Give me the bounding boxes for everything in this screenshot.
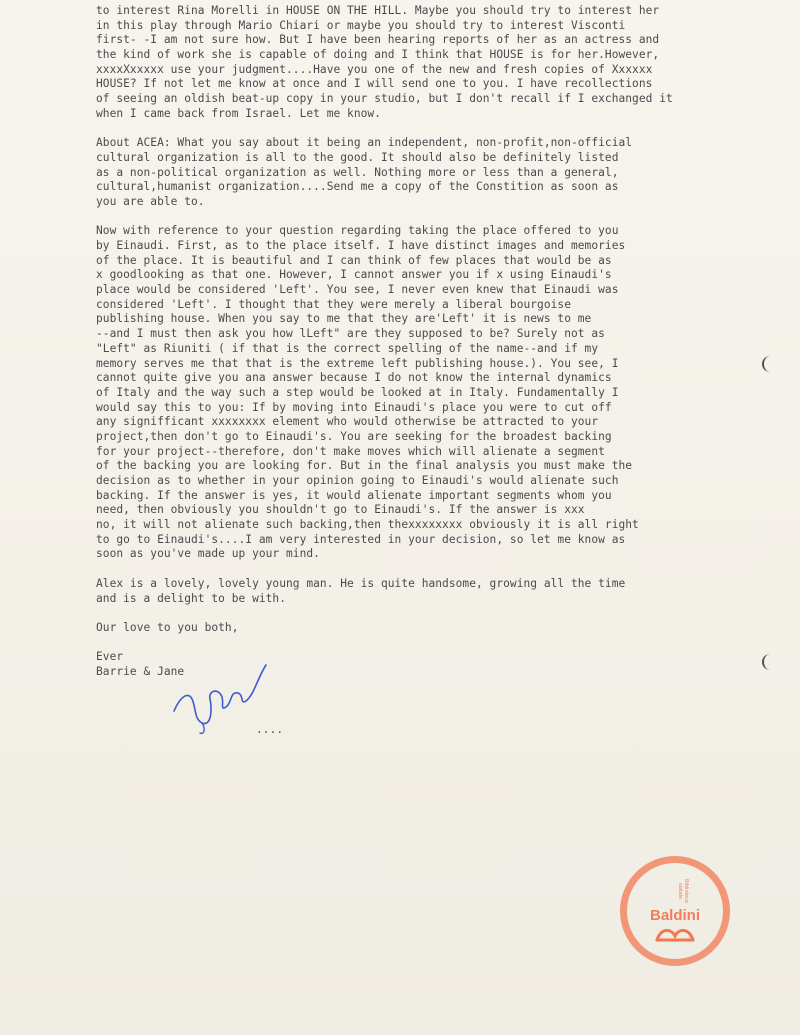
text-line: cultural,humanist organization....Send me a copy of the Constition as soon as: [96, 180, 619, 194]
letter-paragraph: [96, 621, 776, 636]
text-line: no, it will not alienate such backing,then thexxxxxxxx obviously it is all right: [96, 518, 639, 532]
letter-paragraph: [96, 4, 776, 122]
letter-paragraph: [96, 136, 776, 209]
text-line: project,then don't go to Einaudi's. You are seeking for the broadest backing: [96, 429, 612, 443]
text-line: of seeing an oldish beat-up copy in your studio, but I don't recall if I exchanged it: [96, 92, 673, 106]
text-line: for your project--therefore, don't make moves which will alienate a segment: [96, 444, 605, 458]
text-line: --and I must then ask you how lLeft" are they supposed to be? Surely not as: [96, 327, 605, 341]
text-line: memory serves me that that is the extreme left publishing house.). You see, I: [96, 356, 619, 370]
text-line: decision as to whether in your opinion going to Einaudi's would alienate such: [96, 474, 619, 487]
stamp-name: Baldini: [649, 907, 700, 924]
stamp-subtitle: Biblioteca statale: [677, 879, 689, 903]
text-line: "Left" as Riuniti ( if that is the correct spelling of the name--and if my: [96, 341, 599, 355]
text-line: as a non-political organization as well. Nothing more or less than a general,: [96, 165, 619, 179]
text-line: x goodlooking as that one. However, I cannot answer you if x using Einaudi's: [96, 268, 612, 282]
letter-body: [96, 4, 776, 739]
text-line: and is a delight to be with.: [96, 591, 286, 605]
library-stamp: [620, 856, 730, 966]
trailing-dots: ....: [256, 722, 284, 736]
text-line: xxxxXxxxxx use your judgment....Have you one of the new and fresh copies of Xxxxxx: [96, 62, 653, 76]
text-line: the kind of work she is capable of doing and I think that HOUSE is for her.However,: [96, 48, 660, 62]
letter-paragraphs: [96, 4, 776, 636]
text-line: About ACEA: What you say about it being an independent, non-profit,non-official: [96, 136, 633, 150]
text-line: first- -I am not sure how. But I have been hearing reports of her as an actress and: [96, 33, 660, 47]
text-line: publishing house. When you say to me that they are'Left' it is news to me: [96, 312, 592, 326]
text-line: of Italy and the way such a step would be looked at in Italy. Fundamentally I: [96, 385, 619, 399]
text-line: to go to Einaudi's....I am very interested in your decision, so let me know as: [96, 532, 626, 546]
text-line: Now with reference to your question regarding taking the place offered to you: [96, 224, 619, 238]
text-line: cannot quite give you ana answer because I do not know the internal dynamics: [96, 371, 612, 385]
text-line: Alex is a lovely, lovely young man. He is quite handsome, growing all the time: [96, 576, 626, 590]
text-line: to interest Rina Morelli in HOUSE ON THE HILL. Maybe you should try to interest her: [96, 4, 660, 17]
letter-paragraph: [96, 224, 776, 562]
text-line: soon as you've made up your mind.: [96, 547, 320, 561]
sender-name: Barrie & Jane: [96, 664, 185, 678]
text-line: considered 'Left'. I thought that they were merely a liberal bourgoise: [96, 297, 571, 311]
text-line: any signifficant xxxxxxxx element who would otherwise be attracted to your: [96, 415, 599, 429]
text-line: HOUSE? If not let me know at once and I will send one to you. I have recollections: [96, 77, 653, 91]
signature-area: [96, 665, 776, 739]
text-line: backing. If the answer is yes, it would alienate important segments whom you: [96, 488, 612, 502]
closing-text: Ever: [96, 650, 124, 664]
book-icon: [655, 926, 695, 942]
text-line: of the backing you are looking for. But in the final analysis you must make the: [96, 459, 633, 473]
text-line: place would be considered 'Left'. You see, I never even knew that Einaudi was: [96, 283, 619, 297]
text-line: need, then obviously you shouldn't go to Einaudi's. If the answer is xxx: [96, 503, 585, 517]
text-line: cultural organization is all to the good. It should also be definitely listed: [96, 150, 619, 164]
text-line: Our love to you both,: [96, 620, 239, 634]
text-line: when I came back from Israel. Let me know.: [96, 106, 381, 120]
text-line: you are able to.: [96, 194, 205, 208]
text-line: of the place. It is beautiful and I can think of few places that would be as: [96, 253, 612, 267]
punch-hole-mark: [762, 654, 778, 670]
text-line: would say this to you: If by moving into Einaudi's place you were to cut off: [96, 400, 612, 414]
text-line: by Einaudi. First, as to the place itself. I have distinct images and memories: [96, 239, 626, 252]
text-line: in this play through Mario Chiari or maybe you should try to interest Visconti: [96, 18, 626, 32]
punch-hole-mark: [762, 356, 778, 372]
letter-paragraph: [96, 577, 776, 606]
